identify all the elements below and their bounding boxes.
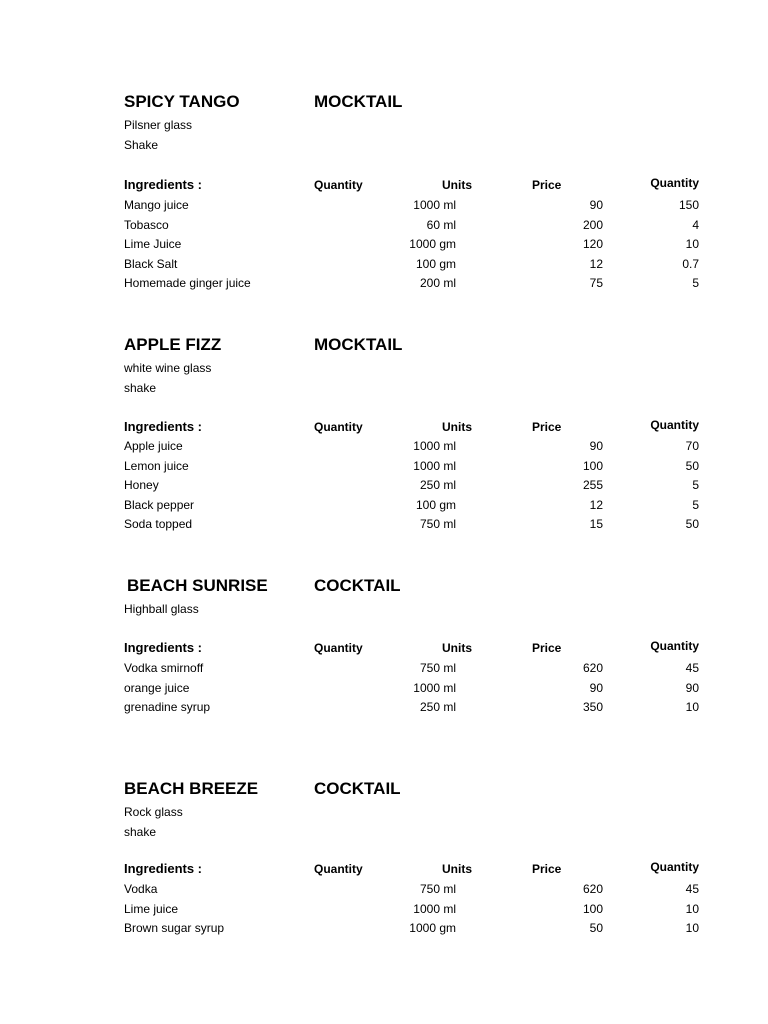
ingredient-units: 1000 ml	[413, 680, 456, 695]
header-quantity: Quantity	[314, 178, 363, 192]
ingredient-quantity: 5	[692, 497, 699, 512]
header-quantity: Quantity	[314, 420, 363, 434]
ingredient-row	[0, 698, 768, 718]
ingredient-units: 200 ml	[419, 276, 456, 290]
ingredient-list	[0, 196, 768, 294]
recipe-category: COCKTAIL	[314, 576, 401, 595]
ingredient-units: 1000 gm	[409, 237, 456, 251]
header-price: Price	[532, 862, 562, 876]
ingredient-price: 90	[589, 198, 603, 212]
header-quantity-used: Quantity	[650, 418, 699, 432]
ingredient-name: Vodka	[124, 882, 158, 896]
ingredient-row	[0, 919, 768, 939]
header-units: Units	[442, 178, 472, 192]
ingredient-name: Homemade ginger juice	[124, 276, 251, 290]
ingredient-quantity: 5	[692, 478, 699, 492]
ingredient-quantity: 4	[692, 217, 699, 232]
ingredient-units: 100 gm	[415, 256, 456, 271]
recipe-meta	[124, 600, 199, 620]
recipe-name: BEACH BREEZE	[124, 779, 259, 798]
recipe-name: SPICY TANGO	[124, 92, 240, 111]
ingredients-label: Ingredients :	[124, 640, 203, 655]
ingredient-list	[0, 659, 768, 718]
ingredient-row	[0, 235, 768, 255]
ingredient-price: 100	[582, 458, 603, 473]
recipe-beach-breeze	[0, 777, 768, 977]
ingredients-header	[0, 176, 768, 196]
recipe-name: APPLE FIZZ	[124, 335, 222, 354]
method: shake	[124, 824, 157, 839]
header-units: Units	[442, 862, 472, 876]
ingredient-units: 100 gm	[415, 497, 456, 512]
ingredient-units: 1000 gm	[409, 921, 456, 935]
ingredient-name: Tobasco	[124, 217, 169, 232]
ingredient-quantity: 10	[685, 700, 699, 714]
ingredient-row	[0, 515, 768, 535]
ingredient-units: 250 ml	[419, 478, 456, 492]
ingredient-name: Apple juice	[124, 439, 183, 453]
ingredient-units: 60 ml	[426, 217, 456, 232]
ingredient-units: 1000 ml	[413, 901, 456, 916]
ingredient-row	[0, 659, 768, 679]
ingredient-name: Vodka smirnoff	[124, 661, 204, 675]
recipe-spicy-tango	[0, 90, 768, 290]
ingredient-units: 250 ml	[419, 700, 456, 714]
ingredient-list	[0, 437, 768, 535]
ingredient-price: 255	[582, 478, 603, 492]
ingredient-name: Lime Juice	[124, 237, 182, 251]
recipe-category: MOCKTAIL	[314, 92, 403, 111]
header-units: Units	[442, 641, 472, 655]
ingredient-quantity: 5	[692, 276, 699, 290]
ingredient-price: 620	[582, 661, 603, 675]
ingredient-units: 750 ml	[419, 882, 456, 896]
ingredient-row	[0, 900, 768, 920]
ingredients-header	[0, 639, 768, 659]
ingredient-units: 750 ml	[419, 517, 456, 531]
recipe-category: MOCKTAIL	[314, 335, 403, 354]
ingredients-header	[0, 418, 768, 438]
recipe-meta	[124, 803, 183, 842]
ingredient-quantity: 50	[685, 517, 699, 531]
ingredient-name: grenadine syrup	[124, 700, 211, 714]
header-quantity: Quantity	[314, 641, 363, 655]
ingredient-price: 50	[589, 921, 603, 935]
recipe-meta	[124, 359, 211, 398]
header-price: Price	[532, 641, 562, 655]
ingredients-label: Ingredients :	[124, 177, 203, 192]
recipe-apple-fizz	[0, 333, 768, 533]
ingredient-quantity: 45	[685, 661, 699, 675]
glass-type: Rock glass	[124, 805, 183, 819]
ingredients-label: Ingredients :	[124, 419, 203, 434]
ingredient-price: 200	[582, 217, 603, 232]
ingredient-name: Mango juice	[124, 198, 189, 212]
ingredient-price: 12	[589, 497, 603, 512]
ingredient-quantity: 70	[685, 439, 699, 453]
recipe-beach-sunrise	[0, 574, 768, 774]
ingredient-row	[0, 216, 768, 236]
header-quantity-used: Quantity	[650, 860, 699, 874]
glass-type: white wine glass	[124, 361, 212, 375]
glass-type: Pilsner glass	[124, 118, 193, 132]
ingredient-name: Black Salt	[124, 256, 178, 271]
ingredient-price: 100	[582, 901, 603, 916]
method: shake	[124, 380, 157, 395]
ingredient-row	[0, 496, 768, 516]
ingredient-name: orange juice	[124, 680, 190, 695]
ingredient-price: 90	[589, 439, 603, 453]
recipe-meta	[124, 116, 192, 155]
ingredient-quantity: 150	[678, 198, 699, 212]
recipe-name: BEACH SUNRISE	[127, 576, 268, 595]
ingredients-header	[0, 860, 768, 880]
method: Shake	[124, 137, 159, 152]
ingredient-units: 1000 ml	[413, 198, 456, 212]
ingredient-units: 1000 ml	[413, 458, 456, 473]
ingredient-row	[0, 196, 768, 216]
header-units: Units	[442, 420, 472, 434]
header-quantity-used: Quantity	[650, 176, 699, 190]
ingredient-row	[0, 476, 768, 496]
ingredient-units: 750 ml	[419, 661, 456, 675]
ingredient-price: 620	[582, 882, 603, 896]
ingredient-row	[0, 274, 768, 294]
ingredient-row	[0, 880, 768, 900]
ingredient-quantity: 10	[685, 921, 699, 935]
ingredient-price: 12	[589, 256, 603, 271]
ingredients-label: Ingredients :	[124, 861, 203, 876]
ingredient-price: 75	[589, 276, 603, 290]
ingredient-row	[0, 679, 768, 699]
header-quantity-used: Quantity	[650, 639, 699, 653]
ingredient-quantity: 10	[685, 901, 699, 916]
ingredient-quantity: 50	[685, 458, 699, 473]
header-price: Price	[532, 178, 562, 192]
header-price: Price	[532, 420, 562, 434]
ingredient-price: 90	[589, 680, 603, 695]
glass-type: Highball glass	[124, 602, 199, 616]
ingredient-row	[0, 437, 768, 457]
ingredient-quantity: 10	[685, 237, 699, 251]
ingredient-price: 350	[582, 700, 603, 714]
recipe-category: COCKTAIL	[314, 779, 401, 798]
ingredient-name: Lemon juice	[124, 458, 189, 473]
ingredient-row	[0, 457, 768, 477]
ingredient-name: Lime juice	[124, 901, 179, 916]
ingredient-list	[0, 880, 768, 939]
ingredient-quantity: 45	[685, 882, 699, 896]
ingredient-name: Black pepper	[124, 497, 195, 512]
ingredient-row	[0, 255, 768, 275]
header-quantity: Quantity	[314, 862, 363, 876]
ingredient-price: 15	[589, 517, 603, 531]
ingredient-name: Brown sugar syrup	[124, 921, 225, 935]
ingredient-quantity: 90	[685, 680, 699, 695]
ingredient-quantity: 0.7	[682, 256, 699, 271]
ingredient-price: 120	[582, 237, 603, 251]
ingredient-units: 1000 ml	[413, 439, 456, 453]
ingredient-name: Honey	[124, 478, 159, 492]
ingredient-name: Soda topped	[124, 517, 193, 531]
